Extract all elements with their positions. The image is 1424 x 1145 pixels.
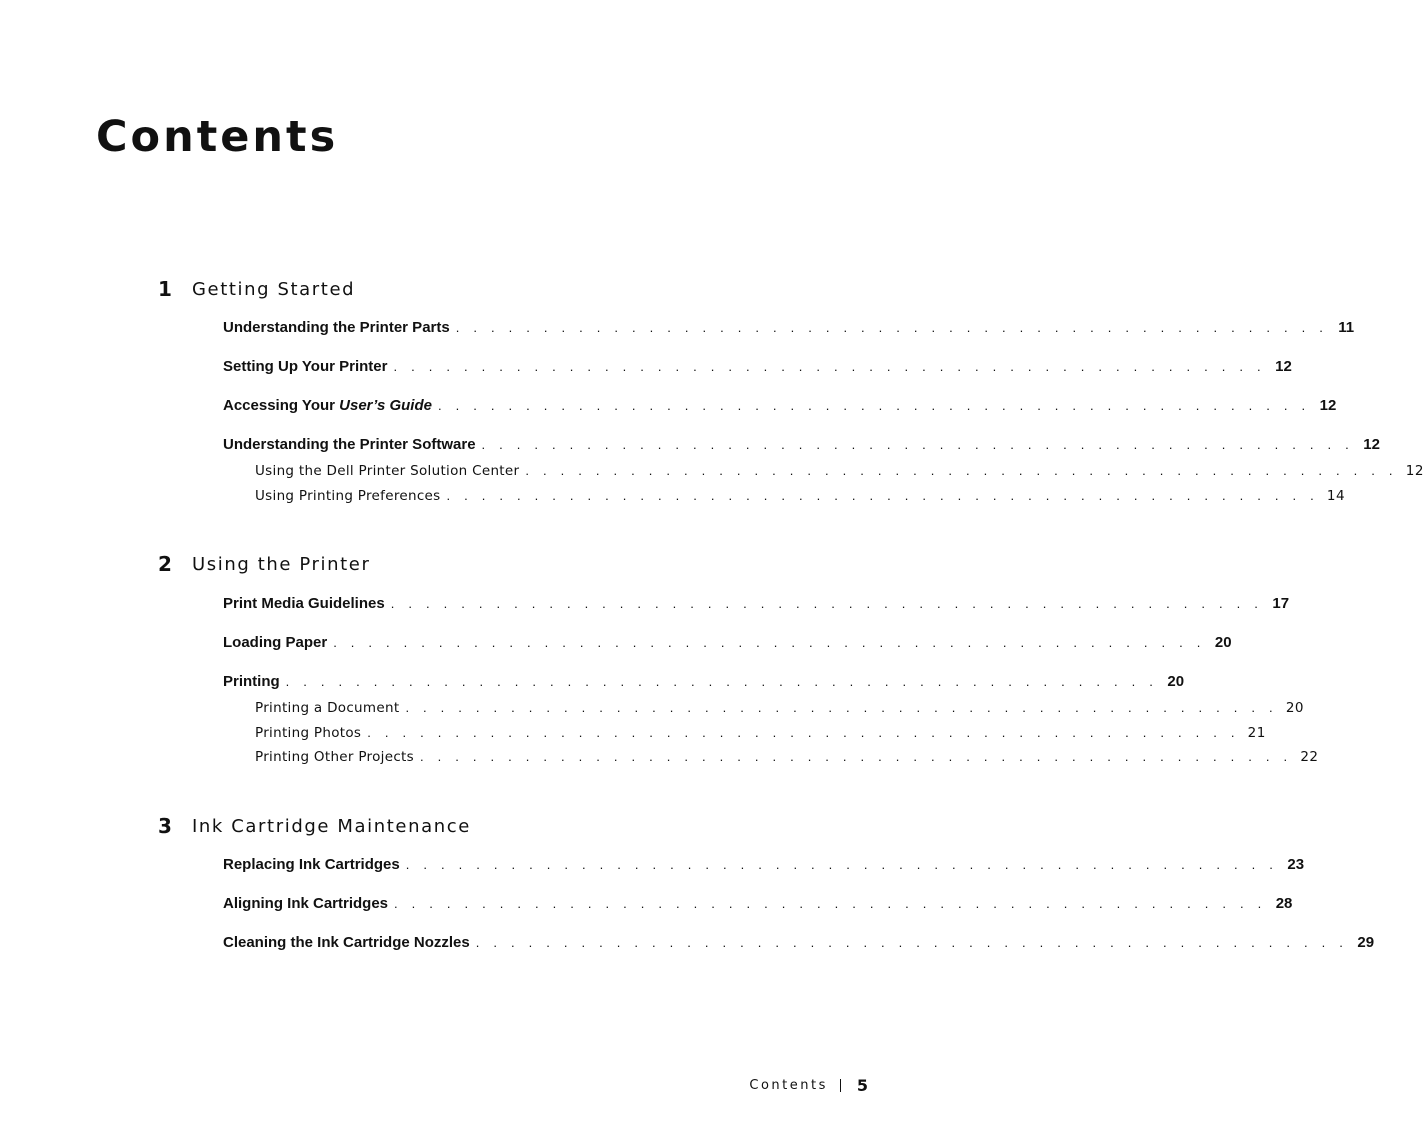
toc-subentry[interactable]	[255, 463, 1424, 483]
toc-entry-label: Printing a Document	[255, 700, 400, 716]
toc-entry-label: Printing	[223, 673, 280, 690]
toc-entry[interactable]	[223, 856, 1305, 876]
chapter-number: 3	[158, 814, 172, 838]
chapter-title: Using the Printer	[192, 553, 371, 575]
toc-entry-page: 11	[1338, 319, 1355, 336]
footer-divider	[840, 1079, 841, 1092]
dot-leader: . . . . . . . . . . . . . . . . . . . . . . . . . . . . . . . . . . . . . . . . . . . . . . . . . .	[455, 320, 1329, 335]
dot-leader: . . . . . . . . . . . . . . . . . . . . . . . . . . . . . . . . . . . . . . . . . . . . . . . . . .	[446, 488, 1319, 503]
toc-entry-label: Print Media Guidelines	[223, 595, 385, 612]
toc-entry[interactable]	[223, 358, 1292, 378]
toc-entry-label: Setting Up Your Printer	[223, 358, 388, 375]
toc-entry-label: Printing Other Projects	[255, 749, 414, 765]
toc-entry[interactable]	[223, 673, 1185, 693]
dot-leader: . . . . . . . . . . . . . . . . . . . . . . . . . . . . . . . . . . . . . . . . . . . . . . . . . .	[393, 359, 1266, 374]
chapter-heading	[158, 814, 471, 838]
toc-entry-page: 21	[1247, 725, 1266, 741]
chapter-title: Ink Cartridge Maintenance	[192, 815, 471, 837]
dot-leader: . . . . . . . . . . . . . . . . . . . . . . . . . . . . . . . . . . . . . . . . . . . . . . . . . .	[481, 437, 1354, 452]
toc-entry-page: 22	[1300, 749, 1319, 765]
toc-entry[interactable]	[223, 895, 1293, 915]
toc-entry-page: 29	[1357, 934, 1375, 951]
dot-leader: . . . . . . . . . . . . . . . . . . . . . . . . . . . . . . . . . . . . . . . . . . . . . . . . . .	[394, 896, 1267, 911]
toc-entry-label: Printing Photos	[255, 725, 362, 741]
dot-leader: . . . . . . . . . . . . . . . . . . . . . . . . . . . . . . . . . . . . . . . . . . . . . . . . . .	[285, 674, 1159, 689]
toc-entry[interactable]	[223, 634, 1232, 654]
toc-entry-label: Understanding the Printer Software	[223, 436, 476, 453]
dot-leader: . . . . . . . . . . . . . . . . . . . . . . . . . . . . . . . . . . . . . . . . . . . . . . . . . .	[525, 463, 1398, 478]
chapter-title: Getting Started	[192, 278, 356, 300]
toc-entry-label-italic: User’s Guide	[339, 397, 432, 414]
toc-entry[interactable]	[223, 934, 1375, 954]
chapter-number: 2	[158, 552, 172, 576]
toc-subentry[interactable]	[255, 749, 1319, 769]
toc-subentry[interactable]	[255, 725, 1266, 745]
toc-entry-page: 28	[1275, 895, 1293, 912]
chapter-number: 1	[158, 277, 172, 301]
toc-entry-label: Using the Dell Printer Solution Center	[255, 463, 520, 479]
toc-entry-page: 12	[1319, 397, 1337, 414]
toc-entry-page: 12	[1405, 463, 1424, 479]
toc-entry-page: 20	[1285, 700, 1304, 716]
toc-entry-label: Cleaning the Ink Cartridge Nozzles	[223, 934, 470, 951]
toc-entry-page: 23	[1287, 856, 1305, 873]
toc-entry[interactable]	[223, 397, 1337, 417]
toc-subentry[interactable]	[255, 488, 1346, 508]
dot-leader: . . . . . . . . . . . . . . . . . . . . . . . . . . . . . . . . . . . . . . . . . . . . . . . . . .	[367, 725, 1240, 740]
toc-entry-label-text: Accessing Your	[223, 397, 340, 414]
toc-entry-label: Understanding the Printer Parts	[223, 319, 450, 336]
toc-entry[interactable]	[223, 319, 1355, 339]
toc-entry-page: 14	[1326, 488, 1346, 504]
dot-leader: . . . . . . . . . . . . . . . . . . . . . . . . . . . . . . . . . . . . . . . . . . . . . . . . . .	[390, 596, 1264, 611]
toc-entry-page: 17	[1272, 595, 1290, 612]
dot-leader: . . . . . . . . . . . . . . . . . . . . . . . . . . . . . . . . . . . . . . . . . . . . . . . . . .	[475, 935, 1349, 950]
toc-entry-label: Loading Paper	[223, 634, 328, 651]
footer-section-name: Contents	[749, 1078, 828, 1093]
dot-leader: . . . . . . . . . . . . . . . . . . . . . . . . . . . . . . . . . . . . . . . . . . . . . . . . . .	[405, 700, 1278, 715]
chapter-heading	[158, 277, 355, 301]
toc-entry-label: Aligning Ink Cartridges	[223, 895, 389, 912]
toc-entry-page: 12	[1275, 358, 1292, 375]
toc-subentry[interactable]	[255, 700, 1304, 720]
dot-leader: . . . . . . . . . . . . . . . . . . . . . . . . . . . . . . . . . . . . . . . . . . . . . . . . . .	[437, 398, 1311, 413]
dot-leader: . . . . . . . . . . . . . . . . . . . . . . . . . . . . . . . . . . . . . . . . . . . . . . . . . .	[405, 857, 1279, 872]
dot-leader: . . . . . . . . . . . . . . . . . . . . . . . . . . . . . . . . . . . . . . . . . . . . . . . . . .	[333, 635, 1206, 650]
toc-entry[interactable]	[223, 436, 1380, 456]
page-title: Contents	[96, 112, 339, 162]
page-footer	[749, 1076, 868, 1095]
toc-entry-page: 12	[1363, 436, 1380, 453]
footer-page-number: 5	[856, 1076, 868, 1095]
toc-entry-page: 20	[1214, 634, 1232, 651]
toc-entry-label	[223, 397, 432, 414]
toc-entry[interactable]	[223, 595, 1290, 615]
toc-entry-page: 20	[1167, 673, 1185, 690]
chapter-heading	[158, 552, 370, 576]
toc-entry-label: Using Printing Preferences	[255, 488, 441, 504]
dot-leader: . . . . . . . . . . . . . . . . . . . . . . . . . . . . . . . . . . . . . . . . . . . . . . . . . .	[419, 749, 1293, 764]
toc-entry-label: Replacing Ink Cartridges	[223, 856, 400, 873]
